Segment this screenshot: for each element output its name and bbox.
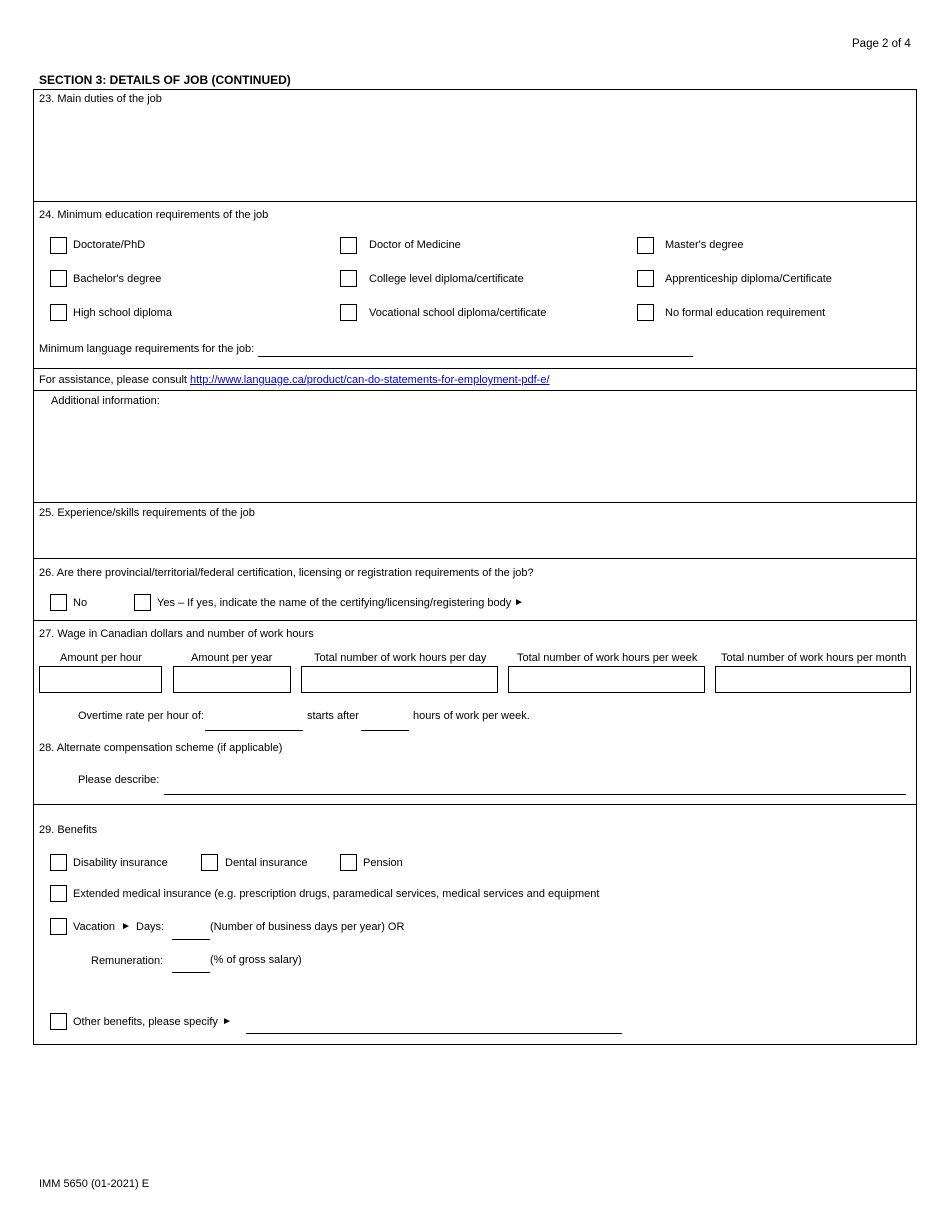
checkbox-masters[interactable]	[637, 237, 654, 254]
hours-per-month-input[interactable]	[715, 666, 911, 693]
option-college-label: College level diploma/certificate	[369, 273, 524, 285]
experience-field[interactable]	[35, 522, 915, 556]
page-number: Page 2 of 4	[852, 38, 911, 50]
col-amount-per-year: Amount per year	[191, 652, 273, 664]
checkbox-disability-insurance[interactable]	[50, 854, 67, 871]
dental-label: Dental insurance	[225, 857, 308, 869]
language-input[interactable]	[258, 356, 693, 357]
other-benefits-label: Other benefits, please specify	[73, 1016, 218, 1028]
col-amount-per-hour: Amount per hour	[60, 652, 142, 664]
pension-label: Pension	[363, 857, 403, 869]
section-title: SECTION 3: DETAILS OF JOB (CONTINUED)	[39, 73, 291, 87]
option-vocational-label: Vocational school diploma/certificate	[369, 307, 547, 319]
checkbox-extended-medical[interactable]	[50, 885, 67, 902]
option-no-formal-label: No formal education requirement	[665, 307, 826, 319]
checkbox-certification-yes[interactable]	[134, 594, 151, 611]
hours-per-week-label: hours of work per week.	[413, 710, 530, 722]
col-hours-per-week: Total number of work hours per week	[517, 652, 698, 664]
days-label: Days:	[136, 921, 165, 933]
q29-label: 29. Benefits	[39, 824, 98, 836]
overtime-hours-input[interactable]	[361, 730, 409, 731]
vacation-label: Vacation	[73, 921, 115, 933]
checkbox-pension[interactable]	[340, 854, 357, 871]
describe-label: Please describe:	[78, 774, 160, 786]
amount-per-year-input[interactable]	[173, 666, 291, 693]
remuneration-input[interactable]	[172, 972, 210, 973]
main-duties-field[interactable]	[35, 108, 915, 200]
q24-label: 24. Minimum education requirements of the job	[39, 209, 269, 221]
assistance-text: For assistance, please consult	[39, 374, 187, 386]
option-high-school-label: High school diploma	[73, 307, 173, 319]
starts-after-label: starts after	[307, 710, 359, 722]
other-benefits-input[interactable]	[246, 1033, 622, 1034]
checkbox-dental-insurance[interactable]	[201, 854, 218, 871]
checkbox-apprenticeship[interactable]	[637, 270, 654, 287]
form-id: IMM 5650 (01-2021) E	[39, 1178, 150, 1190]
hours-per-week-input[interactable]	[508, 666, 705, 693]
describe-input[interactable]	[164, 794, 906, 795]
option-bachelors-label: Bachelor's degree	[73, 273, 162, 285]
disability-label: Disability insurance	[73, 857, 168, 869]
arrow-right-icon: ►	[121, 921, 131, 932]
checkbox-college[interactable]	[340, 270, 357, 287]
divider	[33, 804, 917, 805]
divider	[33, 558, 917, 559]
divider	[33, 390, 917, 391]
amount-per-hour-input[interactable]	[39, 666, 162, 693]
divider	[33, 201, 917, 202]
overtime-label: Overtime rate per hour of:	[78, 710, 204, 722]
checkbox-high-school[interactable]	[50, 304, 67, 321]
checkbox-doctorate[interactable]	[50, 237, 67, 254]
checkbox-other-benefits[interactable]	[50, 1013, 67, 1030]
checkbox-bachelors[interactable]	[50, 270, 67, 287]
checkbox-certification-no[interactable]	[50, 594, 67, 611]
divider	[33, 368, 917, 369]
checkbox-no-formal[interactable]	[637, 304, 654, 321]
remuneration-note: (% of gross salary)	[210, 954, 302, 966]
q27-label: 27. Wage in Canadian dollars and number of work hours	[39, 628, 314, 640]
additional-info-field[interactable]	[35, 410, 915, 500]
arrow-right-icon: ►	[514, 597, 524, 608]
divider	[33, 502, 917, 503]
overtime-rate-input[interactable]	[205, 730, 303, 731]
remuneration-label: Remuneration:	[91, 955, 164, 967]
assistance-link[interactable]: http://www.language.ca/product/can-do-statements-for-employment-pdf-e/	[190, 374, 550, 386]
option-apprenticeship-label: Apprenticeship diploma/Certificate	[665, 273, 832, 285]
hours-per-day-input[interactable]	[301, 666, 498, 693]
arrow-right-icon: ►	[222, 1016, 232, 1027]
days-note: (Number of business days per year) OR	[210, 921, 405, 933]
option-doctorate-label: Doctorate/PhD	[73, 239, 146, 251]
divider	[33, 620, 917, 621]
option-masters-label: Master's degree	[665, 239, 744, 251]
certification-no-label: No	[73, 597, 88, 609]
additional-info-label: Additional information:	[51, 395, 160, 407]
checkbox-vacation[interactable]	[50, 918, 67, 935]
col-hours-per-month: Total number of work hours per month	[721, 652, 907, 664]
checkbox-vocational[interactable]	[340, 304, 357, 321]
extended-medical-label: Extended medical insurance (e.g. prescription drugs, paramedical services, medical services and equipment	[73, 888, 600, 900]
q23-label: 23. Main duties of the job	[39, 93, 162, 105]
col-hours-per-day: Total number of work hours per day	[314, 652, 487, 664]
checkbox-doctor-of-medicine[interactable]	[340, 237, 357, 254]
q26-label: 26. Are there provincial/territorial/federal certification, licensing or registration requirements of the job?	[39, 567, 534, 579]
certification-yes-label: Yes – If yes, indicate the name of the certifying/licensing/registering body	[157, 597, 512, 609]
language-label: Minimum language requirements for the job:	[39, 343, 255, 355]
q25-label: 25. Experience/skills requirements of the job	[39, 507, 255, 519]
option-doctor-of-medicine-label: Doctor of Medicine	[369, 239, 461, 251]
q28-label: 28. Alternate compensation scheme (if applicable)	[39, 742, 283, 754]
vacation-days-input[interactable]	[172, 939, 210, 940]
